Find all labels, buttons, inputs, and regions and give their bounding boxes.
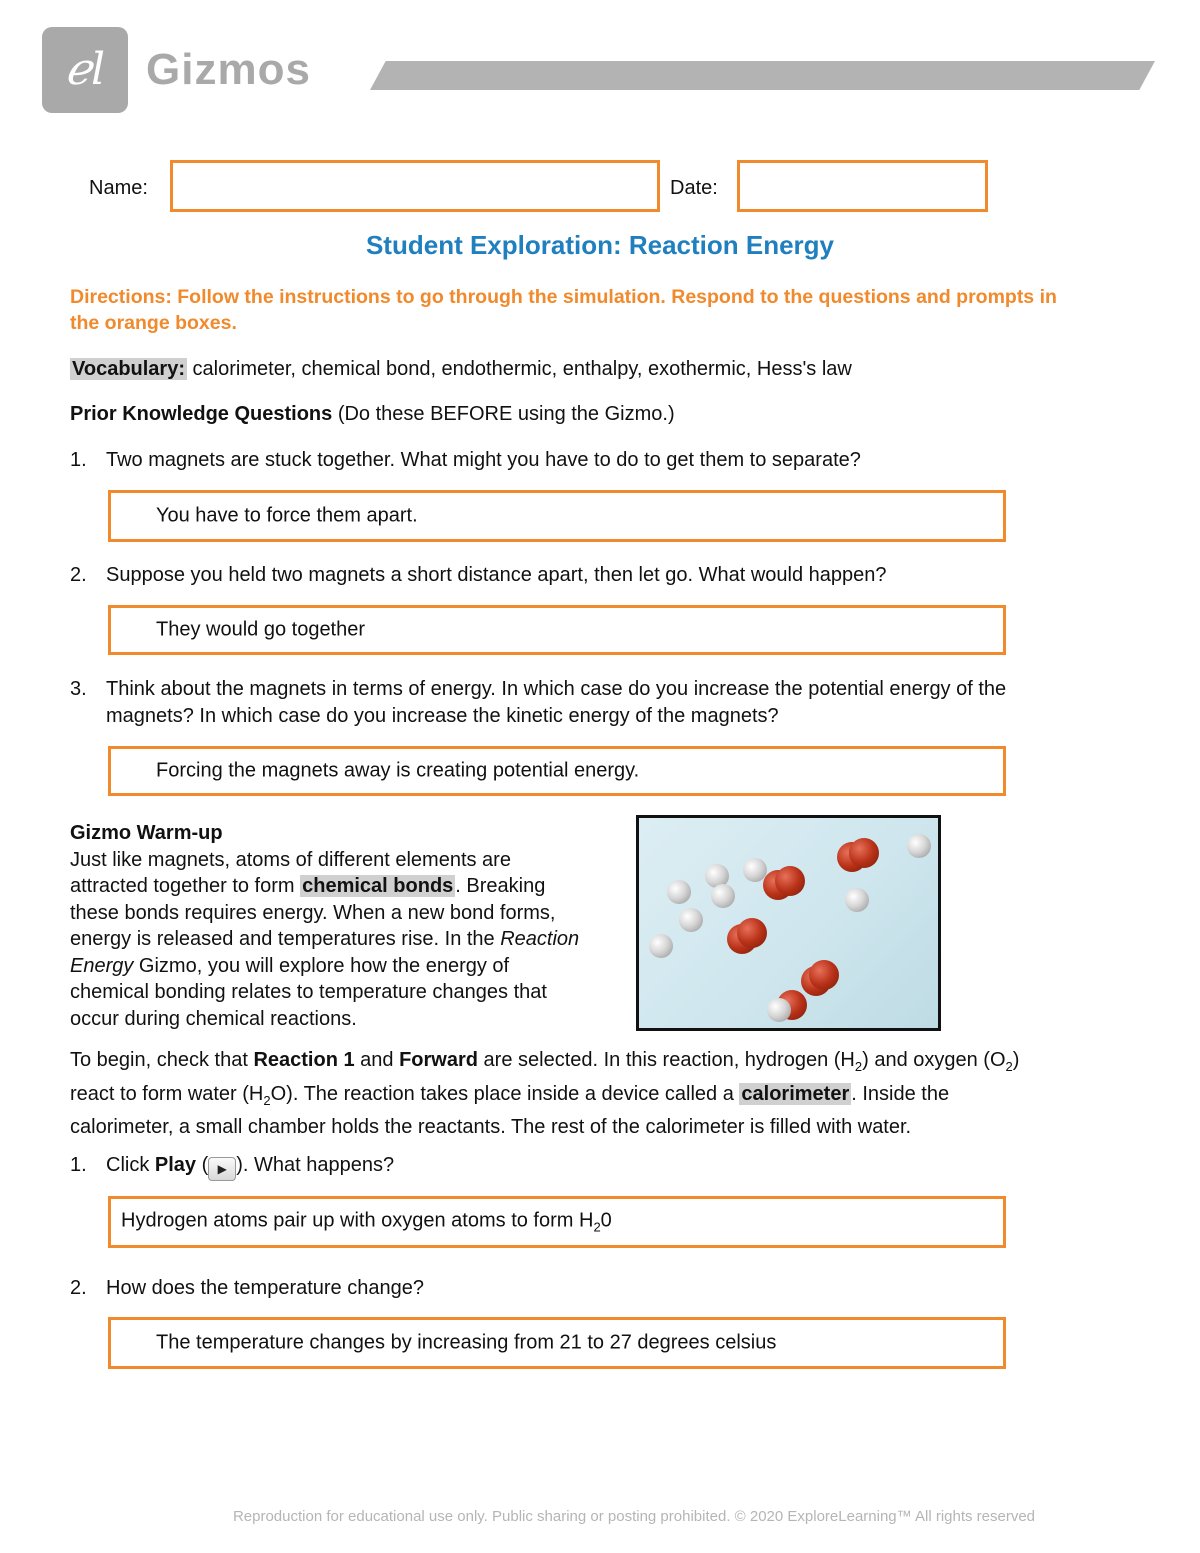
question-text-part: ( [196,1154,209,1176]
play-icon: ▶ [208,1157,236,1181]
answer-box-warmup-2[interactable] [108,1317,1006,1369]
chemical-bonds-term: chemical bonds [302,875,454,897]
warmup-section [70,820,630,1032]
simulation-molecules-image [636,815,941,1031]
header-decorative-bar [370,61,1155,90]
brand-name: Gizmos [146,45,311,94]
forward-term: Forward [399,1049,478,1071]
prior-question-3 [70,676,1110,729]
begin-text: ) and oxygen (O [862,1049,1006,1071]
begin-text: react to form water (H [70,1082,264,1105]
date-label: Date: [670,177,718,199]
answer-text: You have to force them apart. [156,504,418,527]
prior-knowledge-heading-line [70,401,1110,428]
prior-knowledge-note: (Do these BEFORE using the Gizmo.) [332,403,675,425]
warmup-question-1 [70,1152,1110,1181]
question-number: 1. [70,1154,87,1176]
question-number: 2. [70,564,87,586]
answer-text: Forcing the magnets away is creating potential energy. [156,759,640,782]
question-text: Two magnets are stuck together. What might you have to do to get them to separate? [106,449,861,471]
answer-box-2[interactable] [108,605,1006,655]
warmup-heading: Gizmo Warm-up [70,822,223,844]
begin-text: and [354,1049,400,1071]
hydrogen-atom [649,934,673,958]
footer-copyright: Reproduction for educational use only. Public sharing or posting prohibited. © 2020 ExploreLearning™ All rights reserved [232,1508,1036,1525]
answer-text-part: 0 [600,1209,612,1232]
begin-text: are selected. In this reaction, hydrogen (H [478,1049,855,1071]
begin-line-2 [70,1081,1130,1115]
name-label: Name: [89,177,148,199]
reaction-1-term: Reaction 1 [253,1049,355,1071]
begin-text: O). The reaction takes place inside a device called a [270,1082,740,1105]
subscript: 2 [263,1092,271,1108]
calorimeter-term: calorimeter [741,1082,850,1105]
prior-question-2 [70,562,1110,589]
begin-paragraph [70,1047,1130,1141]
warmup-text: Gizmo, you will explore how the energy of [133,954,510,977]
begin-line-3: calorimeter, a small chamber holds the reactants. The rest of the calorimeter is filled with water. [70,1116,912,1138]
warmup-line: chemical bonding relates to temperature changes that [70,981,547,1003]
begin-text: To begin, check that [70,1049,254,1071]
question-text-line-2: magnets? In which case do you increase the kinetic energy of the magnets? [106,704,779,727]
hydrogen-atom [767,998,791,1022]
directions-text: Directions: Follow the instructions to go through the simulation. Respond to the questions and prompts in the orange boxes. [70,286,1057,334]
begin-text: ) [1012,1049,1020,1071]
answer-text-part: Hydrogen atoms pair up with oxygen atoms to form H [121,1209,594,1232]
date-field[interactable] [737,160,988,212]
play-term: Play [154,1154,197,1176]
oxygen-atom [849,838,879,868]
subscript: 2 [854,1059,863,1074]
hydrogen-atom [845,888,869,912]
warmup-line: these bonds requires energy. When a new bond forms, [70,901,556,924]
answer-box-3[interactable] [108,746,1006,796]
warmup-text: energy is released and temperatures rise. In the [70,928,501,950]
hydrogen-atom [667,880,691,904]
question-text-part: ). What happens? [236,1154,395,1176]
question-text: Suppose you held two magnets a short distance apart, then let go. What would happen? [106,564,887,586]
oxygen-atom [775,866,805,896]
begin-line-1 [70,1047,1130,1081]
oxygen-atom [737,918,767,948]
warmup-line: occur during chemical reactions. [70,1007,357,1030]
gizmo-name-italic: Reaction [500,928,580,950]
oxygen-atom [809,960,839,990]
question-text-line-1: Think about the magnets in terms of energy. In which case do you increase the potential energy of the [106,678,1007,700]
gizmo-name-italic: Energy [70,954,134,977]
vocabulary-label: Vocabulary: [72,358,185,380]
question-number: 3. [70,678,87,700]
prior-question-1 [70,447,1110,474]
vocabulary-line [70,356,1110,383]
warmup-line [70,926,630,953]
vocabulary-terms: calorimeter, chemical bond, endothermic, enthalpy, exothermic, Hess's law [187,358,852,380]
warmup-text: attracted together to form [70,875,301,897]
question-number: 1. [70,449,87,471]
name-field[interactable] [170,160,660,212]
hydrogen-atom [711,884,735,908]
hydrogen-atom [907,834,931,858]
answer-text: They would go together [156,618,366,641]
question-text: How does the temperature change? [106,1277,424,1299]
gizmos-logo-mark [42,27,128,113]
answer-box-1[interactable] [108,490,1006,542]
logo-glyph: ℯl [64,44,106,95]
answer-box-warmup-1[interactable] [108,1196,1006,1248]
warmup-line [70,953,630,980]
warmup-text: . Breaking [455,875,546,897]
prior-knowledge-heading: Prior Knowledge Questions [70,403,333,425]
question-text-part: Click [106,1154,155,1176]
warmup-line [70,873,630,900]
answer-text [121,1210,612,1235]
hydrogen-atom [679,908,703,932]
subscript: 2 [1005,1059,1013,1074]
begin-text: . Inside the [851,1082,950,1105]
answer-text: The temperature changes by increasing from 21 to 27 degrees celsius [156,1331,777,1354]
page-title: Student Exploration: Reaction Energy [365,230,835,260]
subscript: 2 [593,1219,601,1235]
question-text [106,1154,394,1176]
warmup-question-2 [70,1275,1110,1302]
question-number: 2. [70,1277,87,1299]
warmup-line: Just like magnets, atoms of different elements are [70,848,511,871]
